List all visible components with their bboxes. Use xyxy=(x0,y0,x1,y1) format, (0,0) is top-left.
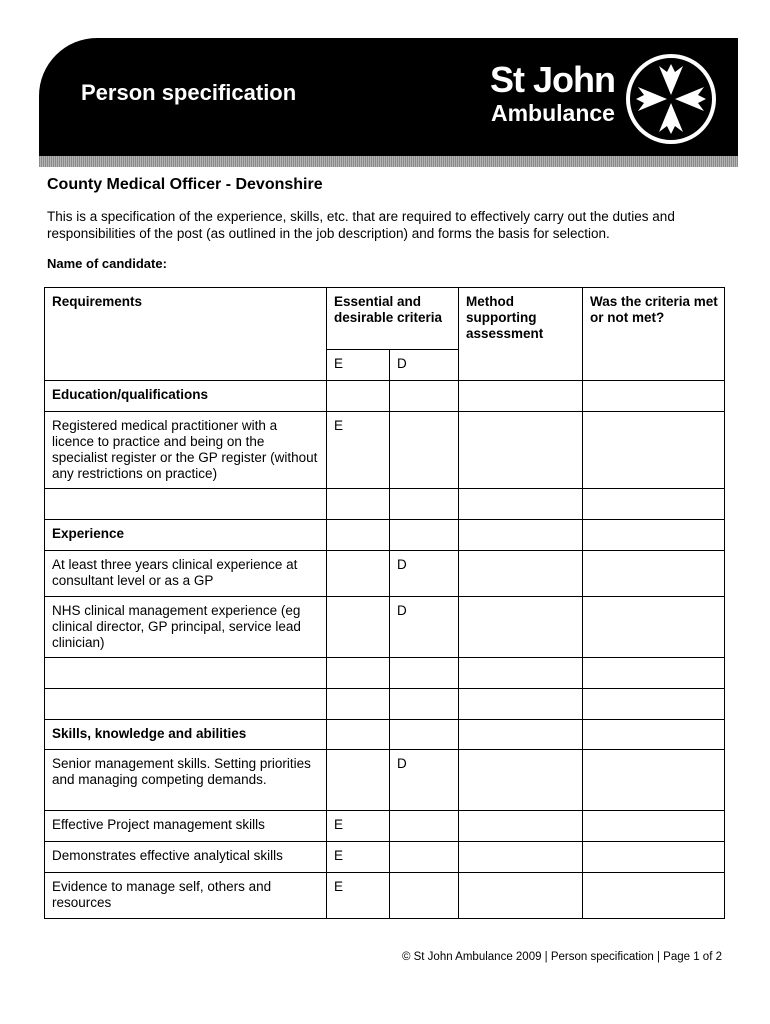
cell-e xyxy=(327,658,390,689)
cell-e xyxy=(327,689,390,720)
cell-met xyxy=(583,750,725,811)
table-row xyxy=(45,597,725,658)
requirement-text: At least three years clinical experience at consultant level or as a GP xyxy=(45,551,327,597)
cell-e xyxy=(327,520,390,551)
cell-method xyxy=(459,750,583,811)
cell-d: D xyxy=(390,750,459,811)
requirement-text: Evidence to manage self, others and resources xyxy=(45,873,327,919)
cell-met xyxy=(583,597,725,658)
intro-paragraph: This is a specification of the experience, skills, etc. that are required to effectively carry out the duties and responsibilities of the post (as outlined in the job description) and forms the basis for selection. xyxy=(47,209,675,241)
cell-e xyxy=(327,597,390,658)
table-row xyxy=(45,842,725,873)
maltese-cross-emblem-icon xyxy=(625,53,717,145)
table-row xyxy=(45,551,725,597)
cell-d: D xyxy=(390,597,459,658)
section-education: Education/qualifications xyxy=(45,381,327,412)
logo-text-st-john: St John xyxy=(490,59,615,100)
cell-e: E xyxy=(327,811,390,842)
table-row xyxy=(45,811,725,842)
document-title: County Medical Officer - Devonshire xyxy=(47,176,323,193)
cell-met xyxy=(583,412,725,489)
cell-d xyxy=(390,811,459,842)
cell-e xyxy=(327,551,390,597)
cell-met xyxy=(583,489,725,520)
cell-e xyxy=(327,489,390,520)
cell-met xyxy=(583,381,725,412)
cell-method xyxy=(459,412,583,489)
cell-d xyxy=(390,873,459,919)
cell-d xyxy=(390,412,459,489)
cell-d xyxy=(390,520,459,551)
requirement-text xyxy=(45,658,327,689)
header-requirements: Requirements xyxy=(45,288,327,381)
cell-method xyxy=(459,597,583,658)
cell-method xyxy=(459,381,583,412)
header-met: Was the criteria met or not met? xyxy=(583,288,725,381)
cell-met xyxy=(583,520,725,551)
cell-d: D xyxy=(390,551,459,597)
page-title: Person specification xyxy=(81,80,297,105)
cell-d xyxy=(390,489,459,520)
cell-e xyxy=(327,750,390,811)
cell-method xyxy=(459,489,583,520)
header-method: Method supporting assessment xyxy=(459,288,583,381)
cell-e: E xyxy=(327,873,390,919)
cell-met xyxy=(583,720,725,750)
cell-e xyxy=(327,720,390,750)
cell-method xyxy=(459,842,583,873)
cell-method xyxy=(459,520,583,551)
section-skills: Skills, knowledge and abilities xyxy=(45,720,327,750)
header-d: D xyxy=(390,350,459,381)
cell-method xyxy=(459,720,583,750)
cell-d xyxy=(390,381,459,412)
cell-met xyxy=(583,873,725,919)
cell-d xyxy=(390,658,459,689)
section-row xyxy=(45,381,725,412)
table-row xyxy=(45,750,725,811)
requirement-text: Demonstrates effective analytical skills xyxy=(45,842,327,873)
page-footer: © St John Ambulance 2009 | Person specification | Page 1 of 2 xyxy=(401,951,722,963)
cell-e xyxy=(327,381,390,412)
requirement-text: NHS clinical management experience (eg clinical director, GP principal, service lead clinician) xyxy=(45,597,327,658)
header-criteria: Essential and desirable criteria xyxy=(327,288,459,350)
candidate-name-label: Name of candidate: xyxy=(47,256,167,271)
requirement-text xyxy=(45,489,327,520)
cell-met xyxy=(583,658,725,689)
header-divider xyxy=(39,156,738,167)
cell-d xyxy=(390,689,459,720)
requirement-text: Registered medical practitioner with a licence to practice and being on the specialist register or the GP register (without any restrictions on practice) xyxy=(45,412,327,489)
cell-method xyxy=(459,811,583,842)
logo-text-ambulance: Ambulance xyxy=(491,100,615,126)
table-row xyxy=(45,873,725,919)
cell-d xyxy=(390,842,459,873)
cell-method xyxy=(459,658,583,689)
table-row-empty xyxy=(45,489,725,520)
table-row xyxy=(45,412,725,489)
cell-method xyxy=(459,551,583,597)
table-header-row xyxy=(45,288,725,350)
section-row xyxy=(45,520,725,551)
header-e: E xyxy=(327,350,390,381)
cell-d xyxy=(390,720,459,750)
cell-met xyxy=(583,842,725,873)
cell-met xyxy=(583,689,725,720)
cell-method xyxy=(459,873,583,919)
table-row-empty xyxy=(45,689,725,720)
requirement-text xyxy=(45,689,327,720)
cell-e: E xyxy=(327,412,390,489)
cell-method xyxy=(459,689,583,720)
requirement-text: Senior management skills. Setting priorities and managing competing demands. xyxy=(45,750,327,811)
section-experience: Experience xyxy=(45,520,327,551)
cell-e: E xyxy=(327,842,390,873)
section-row xyxy=(45,720,725,750)
requirement-text: Effective Project management skills xyxy=(45,811,327,842)
specification-table xyxy=(44,287,725,919)
cell-met xyxy=(583,811,725,842)
cell-met xyxy=(583,551,725,597)
table-row-empty xyxy=(45,658,725,689)
